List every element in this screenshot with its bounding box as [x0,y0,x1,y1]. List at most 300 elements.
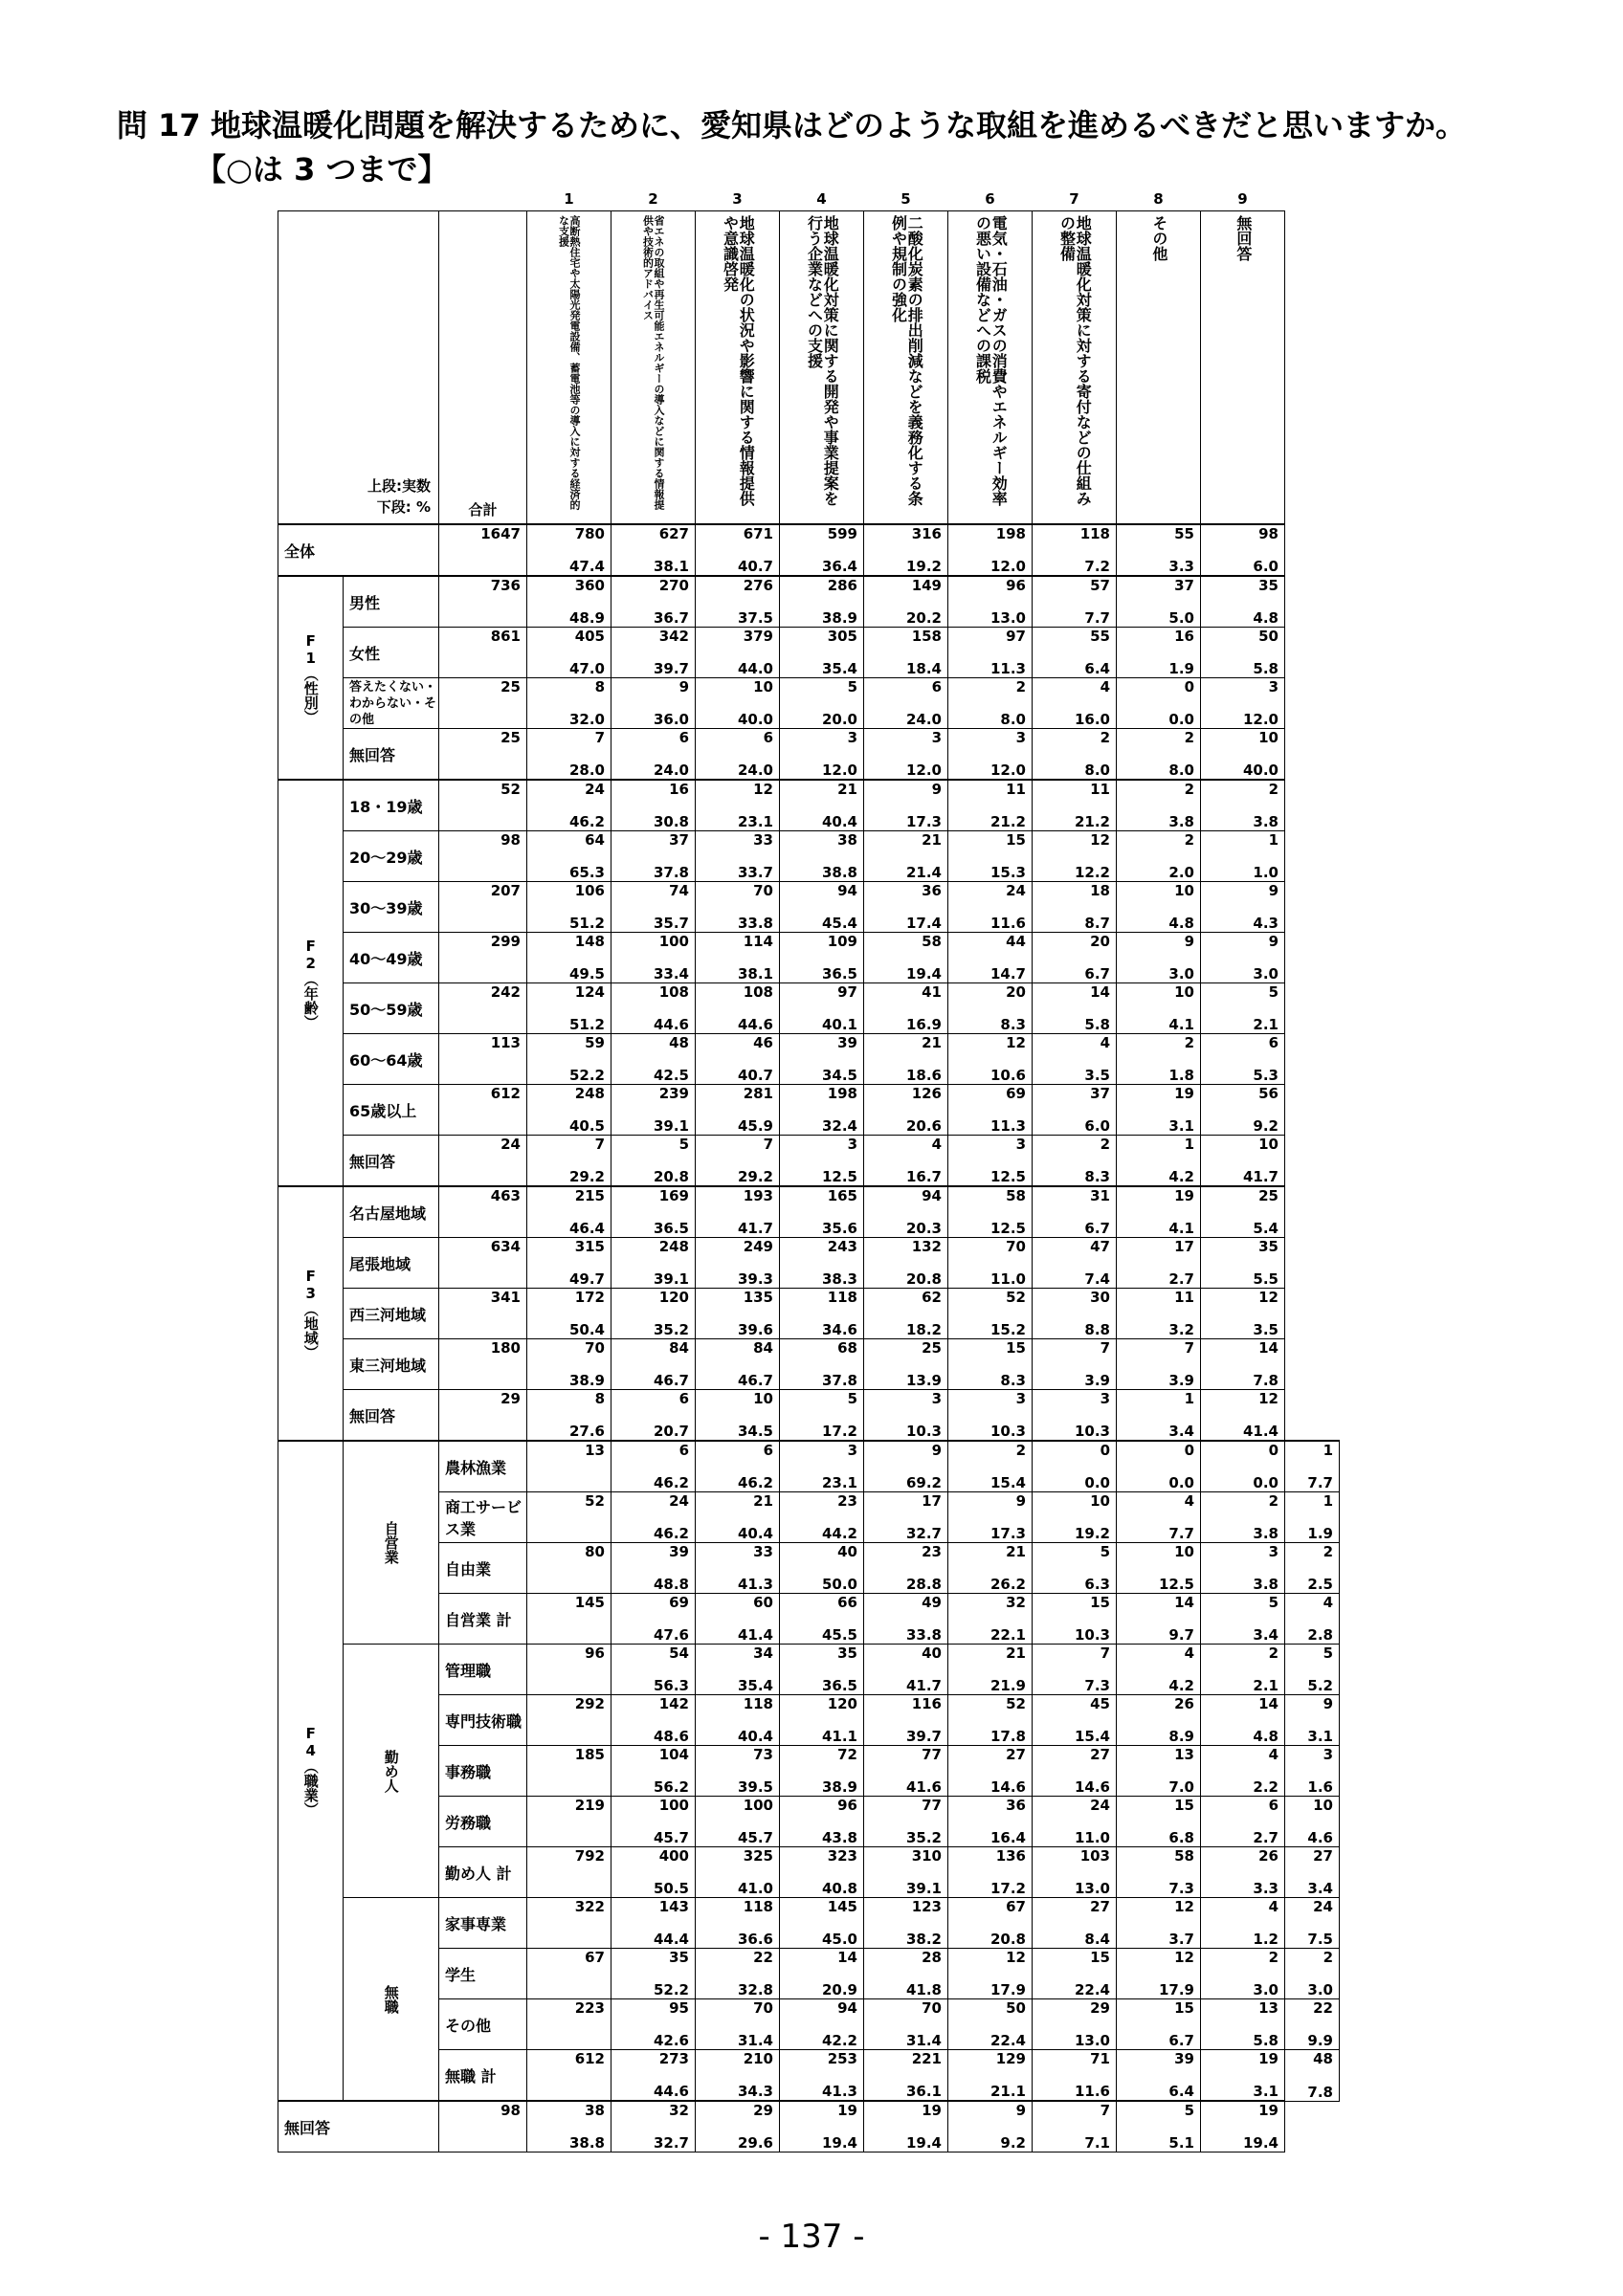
percent-cell: 20.8 [611,1160,696,1186]
count-cell: 12 [948,1034,1033,1060]
percent-cell: 3.7 [1117,1923,1201,1949]
percent-cell: 32.8 [696,1974,780,1999]
count-cell: 5 [1285,1645,1340,1670]
count-cell: 104 [611,1746,696,1772]
percent-cell: 50.5 [611,1872,696,1898]
count-cell: 286 [780,576,864,602]
group-label [344,1441,439,1645]
count-cell: 15 [1117,1999,1201,2025]
percent-cell: 34.3 [696,2075,780,2101]
count-cell: 12 [948,1949,1033,1975]
group-label [344,1645,439,1898]
count-cell: 9 [1201,882,1285,908]
count-cell: 193 [696,1186,780,1212]
percent-cell: 9.9 [1285,2024,1340,2050]
percent-cell: 28.0 [527,754,611,780]
count-cell: 0 [1201,1441,1285,1467]
percent-cell: 19.4 [1201,2127,1285,2152]
row-label: 40～49歳 [344,933,439,983]
row-label: 西三河地域 [344,1289,439,1339]
percent-cell: 5.1 [1117,2127,1201,2152]
count-cell: 39 [611,1543,696,1569]
count-cell: 118 [696,1898,780,1924]
row-total: 322 [527,1898,611,1949]
count-cell: 59 [527,1034,611,1060]
percent-cell: 44.6 [611,2075,696,2101]
group-label-text: F4（職業） [301,1725,320,1817]
count-cell: 19 [1201,2050,1285,2076]
count-cell: 5 [780,678,864,704]
percent-cell: 36.4 [780,550,864,576]
count-cell: 253 [780,2050,864,2076]
percent-cell: 35.7 [611,907,696,933]
count-cell: 599 [780,524,864,550]
percent-cell: 40.1 [780,1008,864,1034]
count-cell: 126 [864,1085,948,1111]
percent-cell: 1.9 [1285,1517,1340,1543]
count-cell: 5 [1201,983,1285,1009]
count-cell: 143 [611,1898,696,1924]
percent-cell: 38.9 [527,1364,611,1390]
row-label: 東三河地域 [344,1339,439,1390]
count-cell: 310 [864,1847,948,1873]
percent-cell: 13.0 [1033,2024,1117,2050]
percent-cell: 3.0 [1201,958,1285,983]
percent-cell: 39.1 [611,1263,696,1289]
percent-cell: 21.2 [948,806,1033,831]
column-number: 6 [985,190,995,208]
percent-cell: 5.8 [1033,1008,1117,1034]
question-number: 問 17 [117,107,201,144]
percent-cell: 17.3 [948,1517,1033,1543]
count-cell: 9 [611,678,696,704]
group-label-text: 勤め人 [382,1749,400,1793]
percent-cell: 7.5 [1285,1923,1340,1949]
count-cell: 36 [948,1797,1033,1822]
row-label: 農林漁業 [439,1441,527,1492]
percent-cell: 35.2 [611,1314,696,1339]
row-total: 113 [439,1034,527,1085]
percent-cell: 5.3 [1201,1059,1285,1085]
column-header [527,211,611,525]
count-cell: 12 [696,780,780,806]
percent-cell: 6.7 [1117,2024,1201,2050]
count-cell: 124 [527,983,611,1009]
count-cell: 108 [611,983,696,1009]
percent-cell: 11.3 [948,652,1033,678]
row-label: 50～59歳 [344,983,439,1034]
count-cell: 148 [527,933,611,959]
percent-cell: 44.6 [611,1008,696,1034]
count-cell: 12 [1201,1390,1285,1416]
percent-cell: 49.5 [527,958,611,983]
percent-cell: 4.8 [1201,602,1285,628]
row-total: 98 [439,831,527,882]
count-cell: 136 [948,1847,1033,1873]
percent-cell: 22.4 [1033,1974,1117,1999]
percent-cell: 3.5 [1033,1059,1117,1085]
row-total: 242 [439,983,527,1034]
count-cell: 2 [1201,1492,1285,1518]
count-cell: 37 [1117,576,1201,602]
count-cell: 7 [527,1136,611,1161]
percent-cell: 2.5 [1285,1568,1340,1594]
column-number: 4 [816,190,827,208]
row-total: 341 [439,1289,527,1339]
percent-cell: 42.2 [780,2024,864,2050]
count-cell: 3 [780,1136,864,1161]
percent-cell: 3.9 [1117,1364,1201,1390]
percent-cell: 41.8 [864,1974,948,1999]
percent-cell: 17.3 [864,806,948,831]
percent-cell: 40.4 [696,1517,780,1543]
count-cell: 18 [1033,882,1117,908]
count-cell: 9 [864,780,948,806]
percent-cell: 8.4 [1033,1923,1117,1949]
count-cell: 10 [1033,1492,1117,1518]
count-cell: 14 [1033,983,1117,1009]
count-cell: 2 [948,678,1033,704]
count-cell: 7 [527,729,611,755]
count-cell: 9 [1117,933,1201,959]
percent-cell: 45.7 [696,1821,780,1847]
percent-cell: 12.0 [948,754,1033,780]
percent-cell: 46.2 [527,806,611,831]
count-cell: 108 [696,983,780,1009]
count-cell: 305 [780,628,864,653]
count-cell: 77 [864,1797,948,1822]
row-label: 無職 計 [439,2050,527,2102]
count-cell: 41 [864,983,948,1009]
percent-cell: 44.4 [611,1923,696,1949]
count-cell: 3 [1201,1543,1285,1569]
row-label: 男性 [344,576,439,628]
percent-cell: 38.1 [611,550,696,576]
percent-cell: 15.4 [1033,1720,1117,1746]
percent-cell: 65.3 [527,856,611,882]
count-cell: 7 [1033,2101,1117,2127]
percent-cell: 26.2 [948,1568,1033,1594]
percent-cell: 23.1 [696,806,780,831]
count-cell: 94 [864,1186,948,1212]
count-cell: 400 [611,1847,696,1873]
percent-cell: 35.4 [696,1669,780,1695]
count-cell: 58 [864,933,948,959]
row-label: 無回答 [344,1136,439,1187]
group-label-text: F3（地域） [301,1268,320,1359]
count-cell: 2 [1117,780,1201,806]
percent-cell: 47.0 [527,652,611,678]
count-cell: 50 [948,1999,1033,2025]
percent-cell: 3.0 [1201,1974,1285,1999]
count-cell: 198 [948,524,1033,550]
row-label: 30～39歳 [344,882,439,933]
percent-cell: 41.7 [696,1212,780,1238]
percent-cell: 23.1 [780,1467,864,1492]
percent-cell: 45.9 [696,1110,780,1136]
percent-cell: 12.0 [948,550,1033,576]
percent-cell: 0.0 [1201,1467,1285,1492]
percent-cell: 20.8 [948,1923,1033,1949]
count-cell: 33 [696,831,780,857]
row-label: 無回答 [278,2101,439,2152]
percent-cell: 31.4 [696,2024,780,2050]
count-cell: 69 [948,1085,1033,1111]
percent-cell: 40.4 [696,1720,780,1746]
count-cell: 6 [1201,1034,1285,1060]
count-cell: 74 [611,882,696,908]
column-header-text: 地球温暖化の状況や影響に関する情報提供や意識啓発 [721,215,756,506]
count-cell: 66 [780,1594,864,1620]
percent-cell: 50.4 [527,1314,611,1339]
percent-cell: 1.9 [1117,652,1201,678]
count-cell: 316 [864,524,948,550]
count-cell: 3 [780,729,864,755]
percent-cell: 2.0 [1117,856,1201,882]
percent-cell: 2.1 [1201,1669,1285,1695]
row-label: 学生 [439,1949,527,1999]
percent-cell: 41.7 [864,1669,948,1695]
count-cell: 120 [611,1289,696,1314]
count-cell: 4 [1201,1746,1285,1772]
group-label [278,1186,344,1441]
count-cell: 14 [1201,1695,1285,1721]
column-number-row [278,188,1340,211]
percent-cell: 3.3 [1201,1872,1285,1898]
percent-cell: 41.4 [1201,1415,1285,1441]
percent-cell: 0.0 [1117,703,1201,729]
count-cell: 94 [780,1999,864,2025]
percent-cell: 5.8 [1201,2024,1285,2050]
percent-cell: 12.0 [864,754,948,780]
count-cell: 17 [1117,1238,1201,1264]
row-label: 家事専業 [439,1898,527,1949]
table-row [278,780,1340,806]
percent-cell: 22.1 [948,1619,1033,1645]
percent-cell: 2.8 [1285,1619,1340,1645]
percent-cell: 41.7 [1201,1160,1285,1186]
count-cell: 20 [1033,933,1117,959]
percent-cell: 3.0 [1285,1974,1340,1999]
count-cell: 145 [780,1898,864,1924]
percent-cell: 3.1 [1201,2075,1285,2101]
count-cell: 276 [696,576,780,602]
percent-cell: 48.8 [611,1568,696,1594]
count-cell: 32 [948,1594,1033,1620]
percent-cell: 38.9 [780,1771,864,1797]
count-cell: 10 [1285,1797,1340,1822]
count-cell: 7 [696,1136,780,1161]
percent-cell: 20.0 [780,703,864,729]
group-label-text: 自営業 [382,1521,400,1564]
count-cell: 67 [948,1898,1033,1924]
percent-cell: 40.7 [696,1059,780,1085]
row-total: 96 [527,1645,611,1695]
row-total: 98 [439,2101,527,2152]
count-cell: 37 [1033,1085,1117,1111]
corner-label-top: 上段:実数 [367,477,431,495]
percent-cell: 16.7 [864,1160,948,1186]
count-cell: 15 [1117,1797,1201,1822]
count-cell: 6 [864,678,948,704]
percent-cell: 2.1 [1201,1008,1285,1034]
count-cell: 96 [780,1797,864,1822]
percent-cell: 13.0 [1033,1872,1117,1898]
count-cell: 10 [696,678,780,704]
percent-cell: 37.5 [696,602,780,628]
percent-cell: 38.9 [780,602,864,628]
table-row [278,1238,1340,1264]
count-cell: 11 [948,780,1033,806]
count-cell: 98 [1201,524,1285,550]
count-cell: 14 [780,1949,864,1975]
count-cell: 47 [1033,1238,1117,1264]
column-number: 8 [1153,190,1164,208]
count-cell: 36 [864,882,948,908]
count-cell: 8 [527,678,611,704]
count-cell: 405 [527,628,611,653]
count-cell: 6 [696,729,780,755]
count-cell: 45 [1033,1695,1117,1721]
count-cell: 16 [611,780,696,806]
row-label: 自由業 [439,1543,527,1594]
question-note: 【○は 3 つまで】 [195,151,449,188]
count-cell: 13 [1201,1999,1285,2025]
column-header [611,211,696,525]
count-cell: 2 [1285,1949,1340,1975]
percent-cell: 40.0 [696,703,780,729]
percent-cell: 36.6 [696,1923,780,1949]
percent-cell: 3.9 [1033,1364,1117,1390]
count-cell: 73 [696,1746,780,1772]
column-header-row [278,211,1340,525]
count-cell: 221 [864,2050,948,2076]
row-total: 180 [439,1339,527,1390]
count-cell: 1 [1285,1441,1340,1467]
percent-cell: 39.1 [611,1110,696,1136]
column-header-text: 電気・石油・ガスの消費やエネルギー効率の悪い設備などへの課税 [973,215,1009,506]
count-cell: 29 [1033,1999,1117,2025]
percent-cell: 38.8 [527,2127,611,2152]
count-cell: 29 [696,2101,780,2127]
percent-cell: 56.2 [611,1771,696,1797]
count-cell: 7 [1033,1645,1117,1670]
percent-cell: 16.9 [864,1008,948,1034]
percent-cell: 12.5 [1117,1568,1201,1594]
percent-cell: 3.4 [1117,1415,1201,1441]
count-cell: 34 [696,1645,780,1670]
percent-cell: 41.4 [696,1619,780,1645]
crosstab-table [278,188,1340,2152]
count-cell: 270 [611,576,696,602]
column-header-text: 二酸化炭素の排出削減などを義務化する条例や規制の強化 [889,215,924,506]
percent-cell: 31.4 [864,2024,948,2050]
row-label: 名古屋地域 [344,1186,439,1238]
column-number: 7 [1069,190,1079,208]
count-cell: 46 [696,1034,780,1060]
count-cell: 49 [864,1594,948,1620]
row-label: 答えたくない・わからない・その他 [344,678,439,729]
column-header-text: 無回答 [1234,215,1253,261]
row-total: 80 [527,1543,611,1594]
percent-cell: 45.4 [780,907,864,933]
count-cell: 13 [1117,1746,1201,1772]
percent-cell: 42.6 [611,2024,696,2050]
count-cell: 5 [1117,2101,1201,2127]
percent-cell: 69.2 [864,1467,948,1492]
column-header [780,211,864,525]
count-cell: 4 [1201,1898,1285,1924]
count-cell: 243 [780,1238,864,1264]
group-label-text: F2（年齢） [301,937,320,1029]
count-cell: 68 [780,1339,864,1365]
percent-cell: 8.3 [948,1008,1033,1034]
percent-cell: 16.4 [948,1821,1033,1847]
row-label: 管理職 [439,1645,527,1695]
percent-cell: 34.5 [780,1059,864,1085]
count-cell: 215 [527,1186,611,1212]
count-cell: 2 [948,1441,1033,1467]
percent-cell: 8.0 [1117,754,1201,780]
total-header: 合計 [439,211,527,525]
column-header-text: 地球温暖化対策に対する寄付などの仕組みの整備 [1057,215,1093,506]
percent-cell: 32.4 [780,1110,864,1136]
count-cell: 40 [780,1543,864,1569]
percent-cell: 3.8 [1117,806,1201,831]
count-cell: 5 [1201,1594,1285,1620]
count-cell: 671 [696,524,780,550]
count-cell: 4 [864,1136,948,1161]
row-label: 事務職 [439,1746,527,1797]
count-cell: 9 [948,1492,1033,1518]
count-cell: 14 [1117,1594,1201,1620]
percent-cell: 48.6 [611,1720,696,1746]
column-header [1033,211,1117,525]
count-cell: 10 [1117,882,1201,908]
percent-cell: 29.2 [527,1160,611,1186]
percent-cell: 6.0 [1201,550,1285,576]
count-cell: 20 [948,983,1033,1009]
count-cell: 72 [780,1746,864,1772]
count-cell: 27 [948,1746,1033,1772]
count-cell: 96 [948,576,1033,602]
row-total: 207 [439,882,527,933]
percent-cell: 7.0 [1117,1771,1201,1797]
percent-cell: 21.9 [948,1669,1033,1695]
count-cell: 3 [1285,1746,1340,1772]
count-cell: 780 [527,524,611,550]
count-cell: 3 [1033,1390,1117,1416]
percent-cell: 1.0 [1201,856,1285,882]
percent-cell: 10.3 [1033,1415,1117,1441]
percent-cell: 12.5 [948,1160,1033,1186]
count-cell: 2 [1201,780,1285,806]
count-cell: 64 [527,831,611,857]
count-cell: 2 [1117,729,1201,755]
percent-cell: 11.0 [1033,1821,1117,1847]
row-label: 女性 [344,628,439,678]
count-cell: 77 [864,1746,948,1772]
percent-cell: 14.7 [948,958,1033,983]
count-cell: 12 [1117,1898,1201,1924]
count-cell: 10 [696,1390,780,1416]
percent-cell: 17.8 [948,1720,1033,1746]
percent-cell: 41.3 [696,1568,780,1594]
count-cell: 60 [696,1594,780,1620]
percent-cell: 39.1 [864,1872,948,1898]
percent-cell: 46.2 [611,1517,696,1543]
table-row [278,1390,1340,1416]
